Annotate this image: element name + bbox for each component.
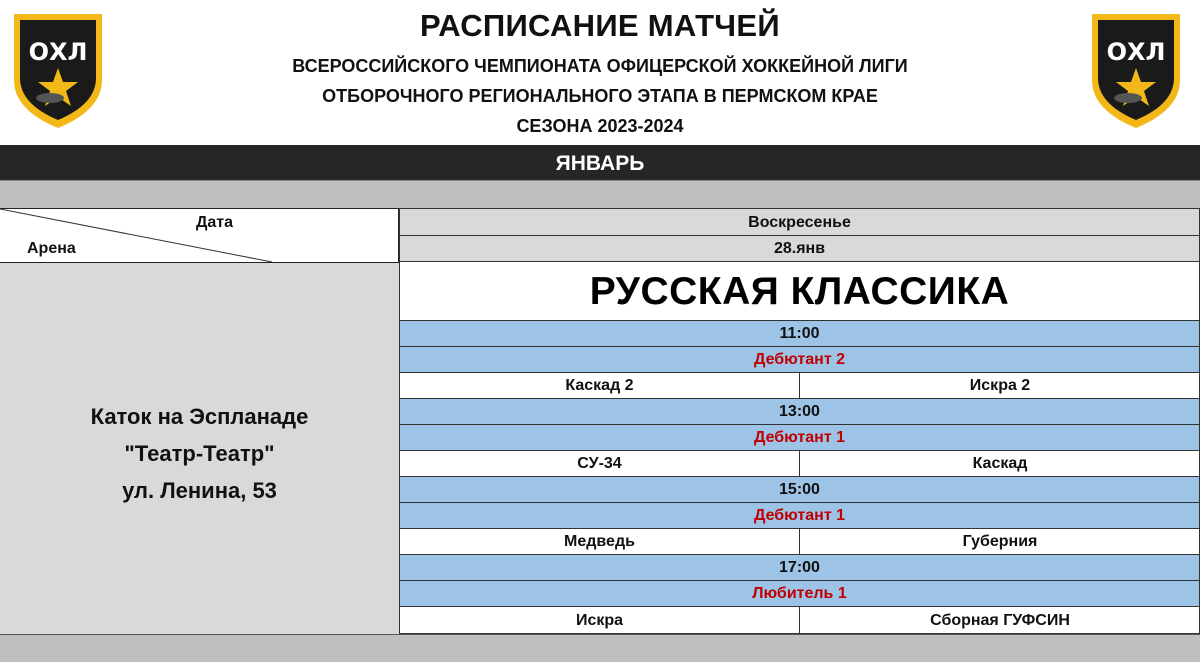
month-header: ЯНВАРЬ (0, 145, 1200, 180)
away-team: Искра 2 (969, 377, 1031, 394)
date-cell: 28.янв (399, 236, 1200, 262)
arena-address: ул. Ленина, 53 (122, 478, 277, 503)
match-time: 11:00 (399, 321, 1200, 347)
arena-subname: "Театр-Театр" (124, 441, 275, 466)
match-teams-row (399, 529, 1200, 555)
match-division: Дебютант 1 (399, 425, 1200, 451)
home-team: Каскад 2 (400, 373, 800, 398)
arena-label: Арена (27, 240, 76, 257)
home-team: Медведь (400, 529, 800, 554)
match-time: 15:00 (399, 477, 1200, 503)
page-title: РАСПИСАНИЕ МАТЧЕЙ (420, 8, 780, 43)
match-teams-row (399, 373, 1200, 399)
match-division: Любитель 1 (399, 581, 1200, 607)
logo-text: ОХЛ (1106, 38, 1166, 66)
logo-text: ОХЛ (28, 38, 88, 66)
arena-name: Каток на Эспланаде (90, 404, 309, 429)
match-time: 13:00 (399, 399, 1200, 425)
subtitle-line-2: ОТБОРОЧНОГО РЕГИОНАЛЬНОГО ЭТАПА В ПЕРМСКОМ КРАЕ (322, 86, 878, 106)
tournament-title: РУССКАЯ КЛАССИКА (399, 262, 1200, 321)
away-team: Каскад (972, 455, 1028, 472)
arena-cell (0, 262, 399, 635)
corner-header-cell (0, 208, 399, 263)
subtitle-line-3: СЕЗОНА 2023-2024 (516, 116, 684, 136)
date-label: Дата (196, 214, 234, 231)
match-division: Дебютант 1 (399, 503, 1200, 529)
home-team: Искра (400, 607, 800, 633)
weekday-cell: Воскресенье (399, 208, 1200, 236)
away-team: Губерния (962, 533, 1038, 550)
match-teams-row (399, 607, 1200, 634)
arena-info (0, 398, 399, 509)
spacer-band (0, 180, 1200, 208)
footer-band (0, 634, 1200, 662)
match-teams-row (399, 451, 1200, 477)
away-team: Сборная ГУФСИН (930, 612, 1070, 629)
page-header (0, 0, 1200, 143)
home-team: СУ-34 (400, 451, 800, 476)
match-time: 17:00 (399, 555, 1200, 581)
match-division: Дебютант 2 (399, 347, 1200, 373)
subtitle-line-1: ВСЕРОССИЙСКОГО ЧЕМПИОНАТА ОФИЦЕРСКОЙ ХОККЕЙНОЙ ЛИГИ (292, 56, 908, 76)
